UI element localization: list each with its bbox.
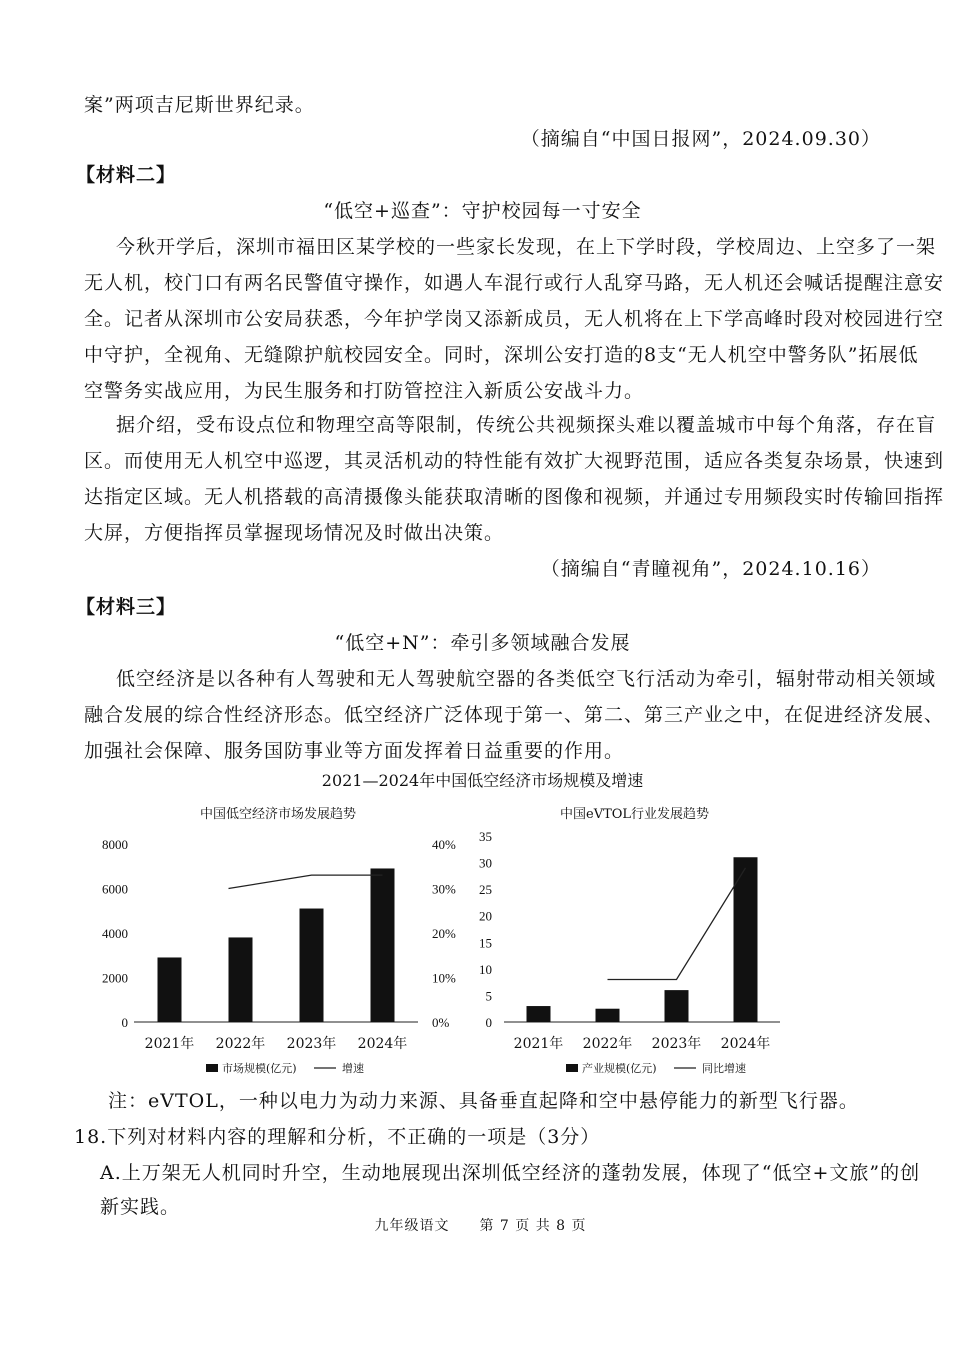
legend-swatch-bar [206,1064,218,1072]
x-tick-label: 2024年 [357,1036,408,1052]
y-tick-label: 10 [479,961,492,977]
bar [596,1009,620,1022]
material-3-title: “低空+N”：牵引多领域融合发展 [334,632,631,654]
source-citation: （摘编自“青瞳视角”，2024.10.16） [540,558,881,580]
x-tick-label: 2022年 [215,1036,266,1052]
bar [158,957,182,1022]
y-right-tick-label: 20% [432,926,456,941]
chart-main-title: 2021—2024年中国低空经济市场规模及增速 [321,771,644,790]
paragraph-line: 区。而使用无人机空中巡逻，其灵活机动的特性能有效扩大视野范围，适应各类复杂场景，快速到 [84,450,945,472]
y-tick-label: 0 [121,1015,128,1030]
y-tick-label: 0 [485,1015,492,1030]
material-2-header: 【材料二】 [76,164,177,186]
y-tick-label: 20 [479,908,492,924]
note-text: 注：eVTOL，一种以电力为动力来源、具备垂直起降和空中悬停能力的新型飞行器。 [108,1090,859,1112]
paragraph-line: 大屏，方便指挥员掌握现场情况及时做出决策。 [84,522,505,544]
paragraph-line: 空警务实战应用，为民生服务和打防管控注入新质公安战斗力。 [84,380,645,402]
chart-1-title: 中国低空经济市场发展趋势 [200,807,357,822]
chart-2-title: 中国eVTOL行业发展趋势 [560,807,710,822]
paragraph-line: 融合发展的综合性经济形态。低空经济广泛体现于第一、第二、第三产业之中，在促进经济发展、 [84,704,945,726]
bar [300,909,324,1022]
y-tick-label: 5 [485,988,492,1004]
bar [527,1006,551,1022]
question-18: 18.下列对材料内容的理解和分析，不正确的一项是（3分） [74,1126,601,1148]
x-tick-label: 2024年 [720,1036,771,1052]
y-tick-label: 25 [479,882,492,898]
text-line: 案”两项吉尼斯世界纪录。 [84,94,315,116]
y-tick-label: 2000 [102,970,128,986]
y-tick-label: 35 [479,829,492,844]
option-a-line: A.上万架无人机同时升空，生动地展现出深圳低空经济的蓬勃发展，体现了“低空+文旅”的创 [100,1162,921,1184]
y-tick-label: 6000 [102,881,128,897]
y-right-tick-label: 30% [432,881,456,897]
paragraph-line: 达指定区域。无人机搭载的高清摄像头能获取清晰的图像和视频，并通过专用频段实时传输回指挥 [84,486,945,508]
y-tick-label: 8000 [102,837,128,852]
option-a-line: 新实践。 [100,1196,181,1218]
legend-label: 同比增速 [702,1062,746,1075]
paragraph-line: 低空经济是以各种有人驾驶和无人驾驶航空器的各类低空飞行活动为牵引，辐射带动相关领域 [116,668,937,690]
source-citation: （摘编自“中国日报网”，2024.09.30） [520,128,881,150]
bar [665,990,689,1022]
y-right-tick-label: 0% [432,1015,450,1030]
material-2-title: “低空+巡查”：守护校园每一寸安全 [323,200,642,222]
y-right-tick-label: 40% [432,837,456,852]
y-right-tick-label: 10% [432,970,456,986]
growth-line [608,868,746,980]
y-tick-label: 15 [479,935,492,951]
paragraph-line: 加强社会保障、服务国防事业等方面发挥着日益重要的作用。 [84,740,625,762]
paragraph-line: 全。记者从深圳市公安局获悉，今年护学岗又添新成员，无人机将在上下学高峰时段对校园进行空 [84,308,945,330]
paragraph-line: 中守护，全视角、无缝隙护航校园安全。同时，深圳公安打造的8支“无人机空中警务队”拓展低 [84,344,919,366]
paragraph-line: 据介绍，受布设点位和物理空高等限制，传统公共视频探头难以覆盖城市中每个角落，存在盲 [116,414,937,436]
legend-swatch-bar [566,1064,578,1072]
material-3-header: 【材料三】 [76,596,177,618]
legend-label: 市场规模(亿元) [222,1062,297,1075]
x-tick-label: 2023年 [286,1036,337,1052]
page-footer: 九年级语文 第 7 页 共 8 页 [374,1218,587,1234]
x-tick-label: 2021年 [513,1036,564,1052]
bar [229,937,253,1022]
legend-label: 产业规模(亿元) [582,1062,657,1075]
y-tick-label: 30 [479,855,492,871]
bar [371,868,395,1022]
x-tick-label: 2022年 [582,1036,633,1052]
paragraph-line: 今秋开学后，深圳市福田区某学校的一些家长发现，在上下学时段，学校周边、上空多了一架 [116,236,937,258]
paragraph-line: 无人机，校门口有两名民警值守操作，如遇人车混行或行人乱穿马路，无人机还会喊话提醒注意安 [84,272,945,294]
growth-line [229,875,383,888]
legend-label: 增速 [342,1062,364,1075]
x-tick-label: 2021年 [144,1036,195,1052]
x-tick-label: 2023年 [651,1036,702,1052]
y-tick-label: 4000 [102,926,128,941]
